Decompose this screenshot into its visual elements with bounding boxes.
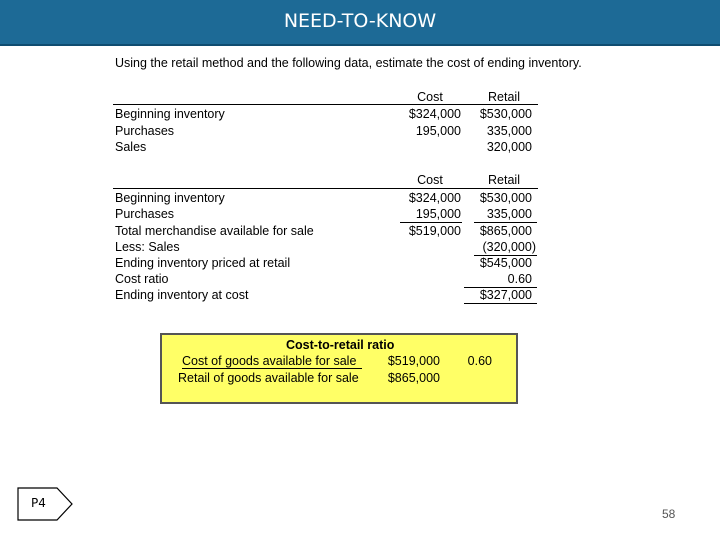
- given-row-retail: 320,000: [486, 140, 532, 154]
- solution-header-cost: Cost: [417, 173, 443, 187]
- page-number: 58: [662, 507, 676, 521]
- given-row-label: Beginning inventory: [115, 107, 225, 121]
- cost-subtotal-rule: [400, 222, 462, 223]
- given-row-label: Purchases: [115, 124, 175, 138]
- solution-row-retail: 335,000: [486, 207, 532, 221]
- solution-row-label: Beginning inventory: [115, 191, 225, 205]
- given-row-retail: 335,000: [486, 124, 532, 138]
- solution-row-retail: $865,000: [479, 224, 532, 238]
- given-row-label: Sales: [115, 140, 147, 154]
- ratio-result: 0.60: [467, 354, 492, 368]
- solution-row-retail: (320,000): [482, 240, 536, 254]
- solution-row-label: Ending inventory at cost: [115, 288, 249, 302]
- solution-row-cost: $324,000: [408, 191, 461, 205]
- given-header-retail: Retail: [488, 90, 520, 104]
- solution-row-retail: $545,000: [479, 256, 532, 270]
- ratio-denominator-label: Retail of goods available for sale: [178, 371, 359, 385]
- given-row-cost: 195,000: [415, 124, 461, 138]
- slide-title: NEED-TO-KNOW: [0, 0, 720, 46]
- ratio-numerator-label: Cost of goods available for sale: [182, 354, 362, 369]
- ratio-title: Cost-to-retail ratio: [286, 338, 395, 352]
- solution-row-cost: 195,000: [415, 207, 461, 221]
- retail-final-rule: [464, 303, 537, 304]
- given-row-retail: $530,000: [479, 107, 532, 121]
- ratio-numerator-value: $519,000: [387, 354, 440, 368]
- solution-row-cost: $519,000: [408, 224, 461, 238]
- given-header-cost: Cost: [417, 90, 443, 104]
- cost-to-retail-ratio-box: [160, 333, 518, 404]
- p4-nav-arrow[interactable]: [17, 487, 73, 521]
- p4-label: P4: [31, 496, 46, 510]
- solution-row-label: Cost ratio: [115, 272, 169, 286]
- solution-row-retail: 0.60: [507, 272, 532, 286]
- retail-subtotal-rule: [474, 222, 537, 223]
- solution-row-label: Total merchandise available for sale: [115, 224, 314, 238]
- solution-row-retail: $530,000: [479, 191, 532, 205]
- solution-row-label: Ending inventory priced at retail: [115, 256, 291, 270]
- solution-row-retail: $327,000: [479, 288, 532, 302]
- solution-header-retail: Retail: [488, 173, 520, 187]
- ratio-denominator-value: $865,000: [387, 371, 440, 385]
- instruction-text: Using the retail method and the following data, estimate the cost of ending inventory.: [115, 56, 582, 70]
- solution-table-top-rule: [113, 188, 538, 189]
- given-table-top-rule: [113, 104, 538, 105]
- solution-row-label: Purchases: [115, 207, 175, 221]
- solution-row-label: Less: Sales: [115, 240, 180, 254]
- given-row-cost: $324,000: [408, 107, 461, 121]
